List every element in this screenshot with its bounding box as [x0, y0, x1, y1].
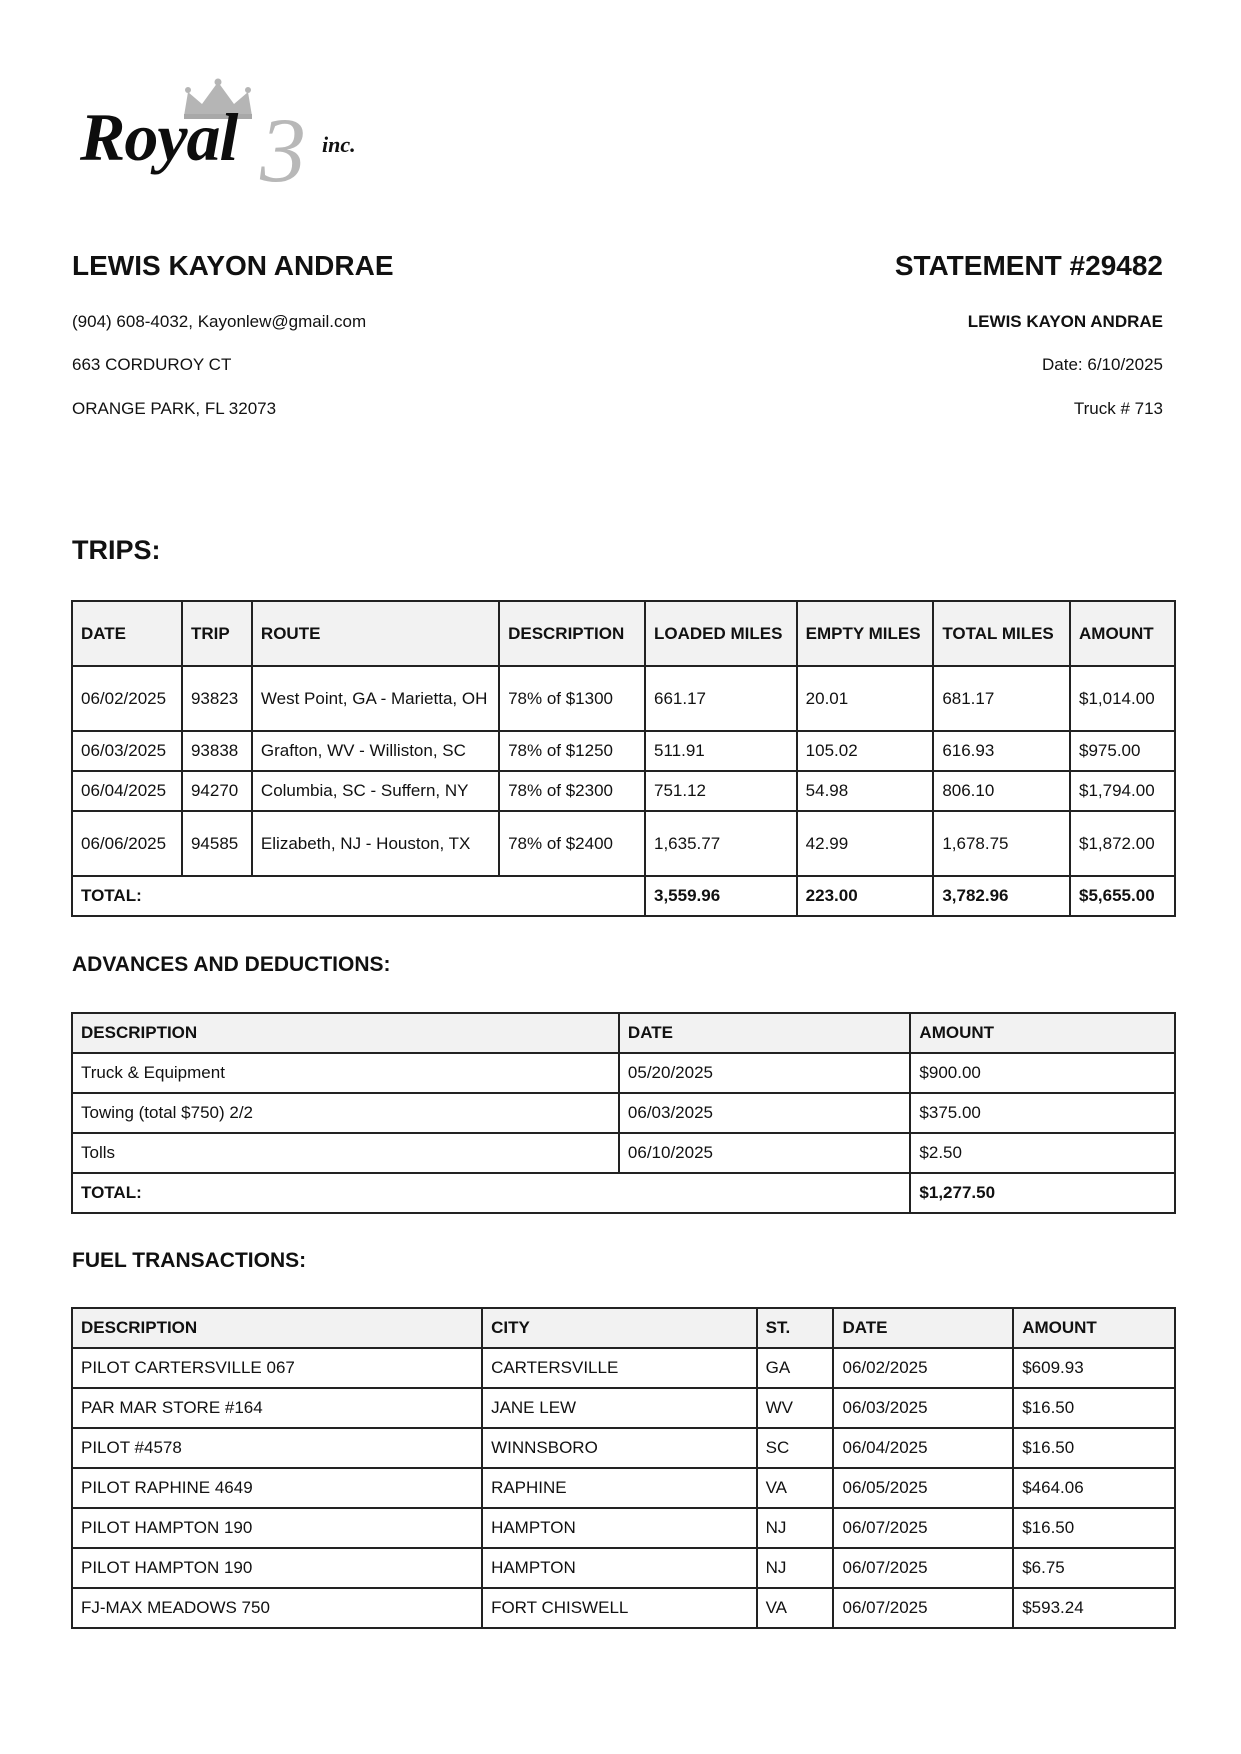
- trips-table: [71, 600, 1176, 917]
- fuel-city: WINNSBORO: [482, 1428, 757, 1468]
- trip-description: 78% of $2300: [499, 771, 645, 811]
- advances-header-date: DATE: [619, 1013, 911, 1053]
- trip-route: West Point, GA - Marietta, OH: [252, 666, 499, 731]
- fuel-date: 06/03/2025: [833, 1388, 1013, 1428]
- trip-loaded-miles: 1,635.77: [645, 811, 797, 876]
- fuel-state: VA: [757, 1588, 834, 1628]
- trips-total-label: TOTAL:: [72, 876, 645, 916]
- table-row: [72, 666, 1175, 731]
- fuel-state: GA: [757, 1348, 834, 1388]
- trip-route: Grafton, WV - Williston, SC: [252, 731, 499, 771]
- driver-city: ORANGE PARK, FL 32073: [72, 399, 277, 418]
- fuel-city: JANE LEW: [482, 1388, 757, 1428]
- fuel-state: WV: [757, 1388, 834, 1428]
- trip-empty-miles: 105.02: [797, 731, 934, 771]
- statement-name: LEWIS KAYON ANDRAE: [967, 312, 1163, 331]
- fuel-date: 06/07/2025: [833, 1548, 1013, 1588]
- trip-date: 06/03/2025: [72, 731, 182, 771]
- table-row: [72, 771, 1175, 811]
- fuel-amount: $593.24: [1013, 1588, 1175, 1628]
- table-row: [72, 1548, 1175, 1588]
- fuel-city: RAPHINE: [482, 1468, 757, 1508]
- trip-amount: $1,794.00: [1070, 771, 1175, 811]
- statement-title: STATEMENT #29482: [894, 250, 1163, 281]
- fuel-table: [71, 1307, 1176, 1629]
- statement-date: Date: 6/10/2025: [1042, 355, 1163, 374]
- table-row: [72, 1468, 1175, 1508]
- statement-truck: Truck # 713: [1073, 399, 1163, 418]
- fuel-amount: $6.75: [1013, 1548, 1175, 1588]
- trip-amount: $1,872.00: [1070, 811, 1175, 876]
- fuel-header-city: CITY: [482, 1308, 757, 1348]
- table-row: [72, 811, 1175, 876]
- logo-suffix: inc.: [322, 132, 356, 157]
- trip-description: 78% of $2400: [499, 811, 645, 876]
- trip-empty-miles: 42.99: [797, 811, 934, 876]
- advance-description: Truck & Equipment: [72, 1053, 619, 1093]
- trip-empty-miles: 54.98: [797, 771, 934, 811]
- advance-description: Towing (total $750) 2/2: [72, 1093, 619, 1133]
- advances-table: [71, 1012, 1176, 1214]
- table-row: [72, 1053, 1175, 1093]
- advances-header-row: [72, 1013, 1175, 1053]
- trip-description: 78% of $1250: [499, 731, 645, 771]
- table-row: [72, 1093, 1175, 1133]
- driver-contact: (904) 608-4032, Kayonlew@gmail.com: [72, 312, 367, 331]
- table-row: [72, 1428, 1175, 1468]
- trip-empty-miles: 20.01: [797, 666, 934, 731]
- table-row: [72, 1508, 1175, 1548]
- fuel-city: FORT CHISWELL: [482, 1588, 757, 1628]
- fuel-date: 06/04/2025: [833, 1428, 1013, 1468]
- trip-amount: $1,014.00: [1070, 666, 1175, 731]
- table-row: [72, 1388, 1175, 1428]
- fuel-date: 06/07/2025: [833, 1588, 1013, 1628]
- trip-number: 93823: [182, 666, 252, 731]
- driver-street: 663 CORDUROY CT: [72, 355, 232, 374]
- trip-number: 93838: [182, 731, 252, 771]
- trips-header-empty-miles: EMPTY MILES: [797, 601, 934, 666]
- fuel-description: PILOT RAPHINE 4649: [72, 1468, 482, 1508]
- fuel-amount: $464.06: [1013, 1468, 1175, 1508]
- trip-route: Elizabeth, NJ - Houston, TX: [252, 811, 499, 876]
- fuel-date: 06/05/2025: [833, 1468, 1013, 1508]
- fuel-amount: $609.93: [1013, 1348, 1175, 1388]
- fuel-city: HAMPTON: [482, 1548, 757, 1588]
- fuel-description: PILOT #4578: [72, 1428, 482, 1468]
- company-logo: [72, 78, 382, 201]
- fuel-header-description: DESCRIPTION: [72, 1308, 482, 1348]
- fuel-state: NJ: [757, 1548, 834, 1588]
- fuel-title: FUEL TRANSACTIONS:: [72, 1249, 307, 1272]
- trip-number: 94585: [182, 811, 252, 876]
- trips-header-total-miles: TOTAL MILES: [933, 601, 1070, 666]
- trips-title: TRIPS:: [72, 535, 161, 565]
- trips-header-row: [72, 601, 1175, 666]
- fuel-description: PAR MAR STORE #164: [72, 1388, 482, 1428]
- trip-route: Columbia, SC - Suffern, NY: [252, 771, 499, 811]
- advance-description: Tolls: [72, 1133, 619, 1173]
- fuel-city: HAMPTON: [482, 1508, 757, 1548]
- advances-title: ADVANCES AND DEDUCTIONS:: [72, 953, 391, 976]
- trips-total-empty: 223.00: [797, 876, 934, 916]
- trips-total-loaded: 3,559.96: [645, 876, 797, 916]
- driver-name: LEWIS KAYON ANDRAE: [72, 250, 394, 281]
- table-row: [72, 731, 1175, 771]
- trip-date: 06/04/2025: [72, 771, 182, 811]
- fuel-city: CARTERSVILLE: [482, 1348, 757, 1388]
- trip-total-miles: 616.93: [933, 731, 1070, 771]
- table-row: [72, 1348, 1175, 1388]
- trip-date: 06/06/2025: [72, 811, 182, 876]
- fuel-header-state: ST.: [757, 1308, 834, 1348]
- fuel-amount: $16.50: [1013, 1388, 1175, 1428]
- trip-date: 06/02/2025: [72, 666, 182, 731]
- fuel-state: NJ: [757, 1508, 834, 1548]
- advances-header-description: DESCRIPTION: [72, 1013, 619, 1053]
- trip-total-miles: 681.17: [933, 666, 1070, 731]
- advances-total-row: [72, 1173, 1175, 1213]
- trips-total-miles: 3,782.96: [933, 876, 1070, 916]
- fuel-description: FJ-MAX MEADOWS 750: [72, 1588, 482, 1628]
- fuel-amount: $16.50: [1013, 1508, 1175, 1548]
- logo-word: Royal: [80, 99, 238, 175]
- advance-date: 06/10/2025: [619, 1133, 911, 1173]
- fuel-description: PILOT HAMPTON 190: [72, 1548, 482, 1588]
- fuel-state: VA: [757, 1468, 834, 1508]
- trip-number: 94270: [182, 771, 252, 811]
- trip-description: 78% of $1300: [499, 666, 645, 731]
- trips-header-loaded-miles: LOADED MILES: [645, 601, 797, 666]
- trips-header-date: DATE: [72, 601, 182, 666]
- trip-total-miles: 1,678.75: [933, 811, 1070, 876]
- advance-date: 06/03/2025: [619, 1093, 911, 1133]
- fuel-date: 06/02/2025: [833, 1348, 1013, 1388]
- advances-header-amount: AMOUNT: [910, 1013, 1175, 1053]
- fuel-header-date: DATE: [833, 1308, 1013, 1348]
- fuel-description: PILOT CARTERSVILLE 067: [72, 1348, 482, 1388]
- advance-date: 05/20/2025: [619, 1053, 911, 1093]
- trips-header-route: ROUTE: [252, 601, 499, 666]
- trips-total-amount: $5,655.00: [1070, 876, 1175, 916]
- trip-loaded-miles: 511.91: [645, 731, 797, 771]
- logo-number: 3: [260, 99, 306, 201]
- trips-header-trip: TRIP: [182, 601, 252, 666]
- trips-header-amount: AMOUNT: [1070, 601, 1175, 666]
- advance-amount: $375.00: [910, 1093, 1175, 1133]
- fuel-date: 06/07/2025: [833, 1508, 1013, 1548]
- advance-amount: $900.00: [910, 1053, 1175, 1093]
- trips-header-description: DESCRIPTION: [499, 601, 645, 666]
- fuel-description: PILOT HAMPTON 190: [72, 1508, 482, 1548]
- trip-loaded-miles: 751.12: [645, 771, 797, 811]
- table-row: [72, 1133, 1175, 1173]
- table-row: [72, 1588, 1175, 1628]
- fuel-header-amount: AMOUNT: [1013, 1308, 1175, 1348]
- trip-loaded-miles: 661.17: [645, 666, 797, 731]
- advances-total-label: TOTAL:: [72, 1173, 910, 1213]
- trips-total-row: [72, 876, 1175, 916]
- trip-total-miles: 806.10: [933, 771, 1070, 811]
- advance-amount: $2.50: [910, 1133, 1175, 1173]
- fuel-header-row: [72, 1308, 1175, 1348]
- fuel-state: SC: [757, 1428, 834, 1468]
- advances-total-amount: $1,277.50: [910, 1173, 1175, 1213]
- fuel-amount: $16.50: [1013, 1428, 1175, 1468]
- trip-amount: $975.00: [1070, 731, 1175, 771]
